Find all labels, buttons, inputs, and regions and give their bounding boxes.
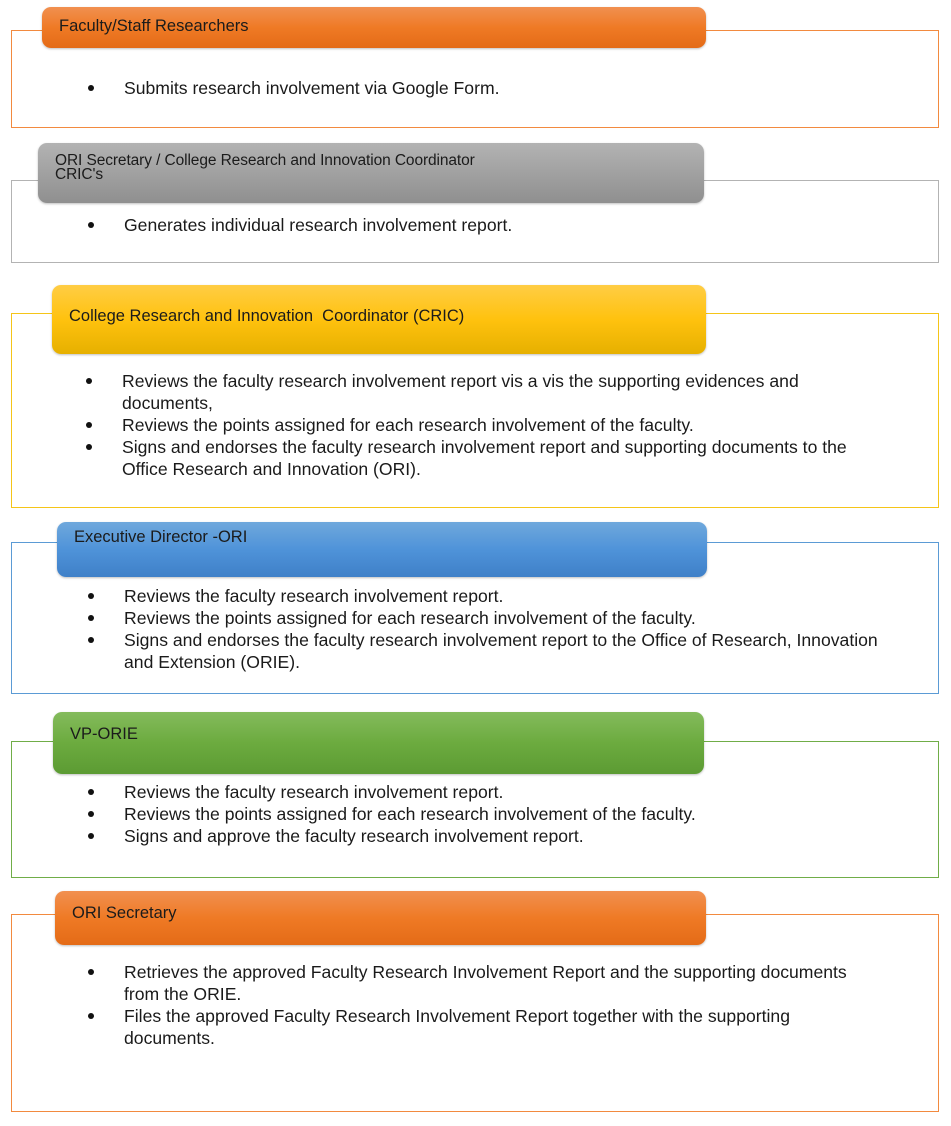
- bullet-icon: [88, 593, 94, 599]
- bullet-icon: [88, 222, 94, 228]
- list-item: Signs and endorses the faculty research involvement report to the Office of Research, Innovation and Extension (ORIE).: [84, 629, 884, 673]
- step-1-title: Faculty/Staff Researchers: [59, 16, 249, 35]
- list-item: Signs and endorses the faculty research involvement report and supporting documents to the Office Research and Innovation (ORI).: [82, 436, 882, 480]
- step-1-header: [42, 7, 706, 48]
- step-3-title: College Research and Innovation Coordinator (CRIC): [69, 307, 465, 325]
- step-3-header: [52, 285, 706, 354]
- step-2-title-line-2: CRIC's: [55, 166, 103, 183]
- bullet-icon: [88, 969, 94, 975]
- list-item: Reviews the faculty research involvement report.: [84, 781, 884, 803]
- list-item: Retrieves the approved Faculty Research Involvement Report and the supporting documents from the ORIE.: [84, 961, 884, 1005]
- list-item: Reviews the points assigned for each research involvement of the faculty.: [84, 803, 884, 825]
- bullet-icon: [88, 811, 94, 817]
- list-item: Reviews the faculty research involvement report vis a vis the supporting evidences and documents,: [82, 370, 882, 414]
- step-1-list: [84, 77, 499, 99]
- list-item: Reviews the points assigned for each research involvement of the faculty.: [84, 607, 884, 629]
- bullet-icon: [88, 789, 94, 795]
- step-6-header: [55, 891, 706, 945]
- bullet-icon: [88, 615, 94, 621]
- step-6-title: ORI Secretary: [72, 904, 177, 922]
- bullet-icon: [86, 378, 92, 384]
- step-5-list: [84, 781, 884, 847]
- list-item: Files the approved Faculty Research Involvement Report together with the supporting documents.: [84, 1005, 884, 1049]
- step-2-header: [38, 143, 704, 203]
- list-item: Reviews the faculty research involvement report.: [84, 585, 884, 607]
- list-item: Submits research involvement via Google Form.: [84, 77, 499, 99]
- bullet-icon: [88, 637, 94, 643]
- list-item: Reviews the points assigned for each research involvement of the faculty.: [82, 414, 882, 436]
- list-item: Generates individual research involvement report.: [84, 214, 512, 236]
- step-6-list: [84, 961, 884, 1049]
- bullet-icon: [88, 833, 94, 839]
- step-4-title: Executive Director -ORI: [74, 528, 248, 546]
- step-2-title-line-1: ORI Secretary / College Research and Innovation Coordinator: [55, 152, 475, 169]
- bullet-icon: [88, 85, 94, 91]
- step-2-list: [84, 214, 512, 236]
- step-4-header: [57, 522, 707, 577]
- bullet-icon: [88, 1013, 94, 1019]
- step-4-list: [84, 585, 884, 673]
- bullet-icon: [86, 422, 92, 428]
- list-item: Signs and approve the faculty research involvement report.: [84, 825, 884, 847]
- step-2-title: [55, 154, 475, 182]
- step-3-list: [82, 370, 882, 480]
- bullet-icon: [86, 444, 92, 450]
- step-5-header: [53, 712, 704, 774]
- step-5-title: VP-ORIE: [70, 725, 138, 743]
